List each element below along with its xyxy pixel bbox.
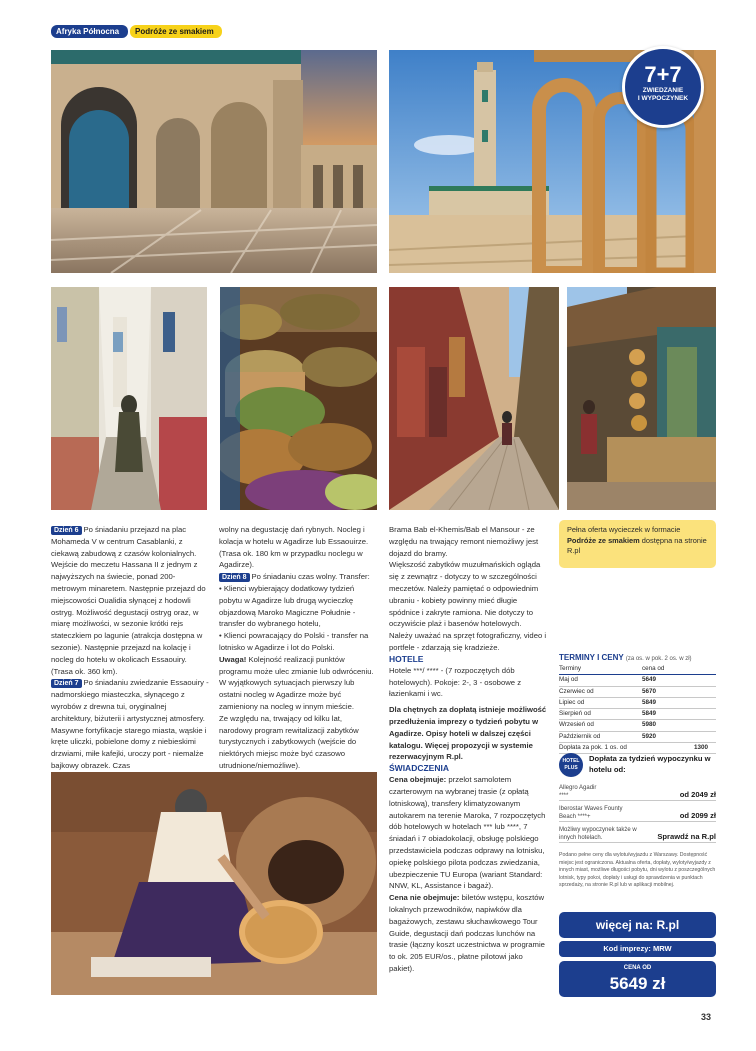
day-8-label: Dzień 8: [219, 573, 250, 582]
terms-title: TERMINY I CENY (za os. w pok. 2 os. w zł): [559, 653, 692, 662]
excludes-label: Cena nie obejmuje:: [389, 893, 460, 903]
includes-text: przelot samolotem czarterowym na wybranej trasie (z opłatą lotniskową), transfery klimatyzowanym autokarem na terenie Maroka, 7 rozpoczętych dób hotelowych w hotelach *** lub ****, 7 śniadań i 7 obiadokolacji, obsługę polskiego przedstawiciela podczas odprawy na lotnisku, opiekę polskiego pilota podczas zwiedzania, ubezpieczenie TU Europa (wariant Standard: NNW, KL, Assistance i bagaż).: [389, 775, 546, 891]
services-heading: ŚWIADCZENIA: [389, 763, 449, 774]
spice-baskets-photo: [220, 287, 377, 510]
price-footnote: Podano pełne ceny dla wylotu/wyjazdu z Warszawy. Dostępność miejsc jest ograniczona. Aktualna oferta, dopłaty, wyloty/wyjazdy z innych miast, możliwe długości pobytu, dni wylotu z poszczególnych lotnisk, typy pokoi, dopłaty i usługi do sprawdzenia w punktach sprzedaży, na stronie R.pl lub w aplikacji mobilnej.: [559, 852, 716, 888]
day-7-text: Po śniadaniu zwiedzanie Essaouiry - nadmorskiego miasteczka, słynącego z wyrobów z drewna tui, oryginalnej architektury, biżuterii i artystycznej atmosfery. Masywne fortyfikacje starego miasta, wąskie i kręte uliczki, pobielone domy z niebieskimi drzwiami, miłe kafejki, uroczy port - niemalże bajkowy obrazek. Czas: [51, 678, 209, 770]
day-7-label: Dzień 7: [51, 679, 82, 688]
table-row: Maj od 5649: [559, 675, 716, 686]
dress-code-note: Większość zabytków muzułmańskich ogląda się z zewnątrz - dotyczy to w szczególności meczetów. Należy pamiętać o odpowiednim ubraniu - kobiety powinny mieć długie spódnice i zakryte ramiona. Nie dotyczy to oczywiście plaż i basenów hotelowych.: [389, 560, 541, 629]
supplement-title: Dopłata za tydzień wypoczynku w hotelu od:: [589, 754, 711, 774]
hotel-price: od 2099 zł: [679, 811, 716, 820]
itinerary-column-1: [51, 524, 209, 772]
hotel-name: Allegro Agadir ****: [559, 785, 597, 799]
note-text: Kolejność realizacji punktów programu może ulec zmianie lub odwróceniu.: [219, 654, 374, 676]
dates-and-prices-table: [559, 653, 716, 754]
day-8-paragraph: [219, 571, 377, 583]
info-column-3: [389, 524, 547, 975]
price-from-box: [559, 961, 716, 997]
terms-col-price: cena od: [642, 665, 665, 672]
offer-line-1: Pełna oferta wycieczek w formacie: [567, 525, 681, 534]
excludes-text: biletów wstępu, kosztów lokalnych przewodników, napiwków dla bagażowych, zestawu słuchawkowego Tour Guide, degustacji dań podczas lunchów na trasie (łączny koszt uczestnictwa w programie to ok. 205 EUR/os., płatne pilotowi jako pakiet).: [389, 893, 545, 973]
day-8-text: Po śniadaniu czas wolny. Transfer:: [251, 572, 370, 582]
overnight-note: W wyjątkowych sytuacjach pierwszy lub ostatni nocleg w Agadirze może być zamieniony na nocleg w innym mieście.: [219, 678, 355, 711]
offer-bold: Podróże ze smakiem: [567, 535, 640, 545]
terms-subtitle: (za os. w pok. 2 os. w zł): [625, 656, 692, 662]
price-from-label: CENA OD: [623, 965, 652, 971]
hotel-price: Sprawdź na R.pl: [657, 832, 716, 841]
table-row: Październik od 5920: [559, 732, 716, 743]
theft-note: Należy uważać na sprzęt fotograficzny, video i portfele - zdarzają się kradzieże.: [389, 631, 547, 652]
table-row: Czerwiec od 5670: [559, 687, 716, 698]
hotels-text: Hotele ***/ **** - (7 rozpoczętych dób hotelowych). Pokoje: 2-, 3 - osobowe z łazienkami i wc.: [389, 665, 522, 699]
day-7-continuation: wolny na degustację dań rybnych. Nocleg i kolacja w hotelu w Agadirze lub Essaouirze. (Trasa ok. 180 km w przypadku noclegu w Agadirze).: [219, 525, 369, 570]
day-7-paragraph: [51, 677, 209, 771]
more-info-button[interactable]: więcej na: R.pl: [559, 912, 716, 938]
day-6-paragraph: [51, 524, 209, 677]
note-label: Uwaga!: [219, 654, 247, 664]
badge-line-1: ZWIEDZANIE: [642, 87, 684, 94]
hotel-name: Iberostar Waves Founty Beach ****+: [559, 806, 623, 820]
price-excludes: [389, 892, 547, 975]
blue-alley-photo: [51, 287, 207, 510]
hotel-plus-icon: HOTEL PLUS: [559, 753, 583, 777]
transfer-bullet-2: • Klienci powracający do Polski - transfer na lotnisko w Agadirze i lot do Polski.: [219, 631, 369, 652]
hotel-price: od 2049 zł: [679, 790, 716, 799]
price-includes: [389, 774, 547, 892]
sightseeing-and-rest-badge: [622, 46, 704, 128]
supplement-row-iberostar: [559, 805, 716, 822]
transfer-bullet-1: • Klienci wybierający dodatkowy tydzień pobytu w Agadirze lub drugą wycieczkę objazdową Maroko Magiczne Południe - transfer do wybranego hotelu,: [219, 583, 356, 629]
terms-col-dates: Terminy: [559, 665, 582, 672]
includes-label: Cena obejmuje:: [389, 775, 447, 785]
region-tag: Afryka Północna: [51, 25, 128, 38]
program-note: [219, 654, 377, 678]
extension-note: Dla chętnych za dopłatą istnieje możliwość przedłużenia imprezy o tydzień pobytu w Agadirze. Opisy hoteli w dalszej części katalogu. Więcej propozycji w systemie rezerwacyjnym R.pl.: [389, 705, 547, 762]
terms-header-row: [559, 664, 716, 675]
gate-note: Brama Bab el-Khemis/Bab el Mansour - ze względu na trwający remont niemożliwy jest dojazd do bramy.: [389, 525, 539, 558]
table-row: Sierpień od 5849: [559, 709, 716, 720]
table-row: Lipiec od 5849: [559, 698, 716, 709]
tour-code-label: Kod imprezy: MRW: [559, 941, 716, 957]
itinerary-column-2: [219, 524, 377, 772]
travel-type-tag: Podróże ze smakiem: [130, 25, 222, 38]
souk-shop-photo: [567, 287, 716, 510]
hotels-heading: HOTELE: [389, 653, 424, 664]
day-6-text: Po śniadaniu przejazd na plac Mohameda V w centrum Casablanki, z ciekawą zabudową z czasów kolonialnych. Wejście do meczetu Hassana II z jednym z najwyższych na świecie, ponad 200-metrowym minaretem. Następnie przejazd do miejscowości Oualidia słynącej z hodowli ostryg. Możliwość degustacji ostryg oraz, w miarę możliwości, w sezonie krótki rejs stateczkiem po lagunie (atrakcja dostępna w sezonie). Następnie przejazd na kolację i nocleg do hotelu w okolicach Essaouiry. (Trasa ok. 360 km).: [51, 525, 206, 676]
day-6-label: Dzień 6: [51, 526, 82, 535]
souk-street-photo: [389, 287, 559, 510]
price-from-value: 5649 zł: [609, 974, 666, 993]
supplement-row-allegro: [559, 784, 716, 801]
supplement-row-other: [559, 826, 716, 843]
hassan-mosque-courtyard-photo: [51, 50, 377, 273]
page-number: 33: [701, 1012, 712, 1022]
table-row: Wrzesień od 5980: [559, 720, 716, 731]
hotel-name: Możliwy wypoczynek także w innych hotelach.: [559, 827, 637, 841]
single-room-row: Dopłata za pok. 1 os. od 1300: [559, 743, 716, 754]
badge-big-text: 7+7: [644, 62, 682, 87]
revitalization-note: Ze względu na, trwający od kilku lat, narodowy program rewitalizacji zabytków turystycznych i zabytkowych (wejście do niektórych miejsc może być czasowo utrudnione/niemożliwe).: [219, 713, 359, 770]
offer-line-2: dostępna na stronie R.pl: [567, 535, 707, 555]
full-offer-box: [559, 520, 716, 568]
bread-woman-photo: [51, 772, 377, 995]
badge-line-2: I WYPOCZYNEK: [637, 95, 689, 102]
